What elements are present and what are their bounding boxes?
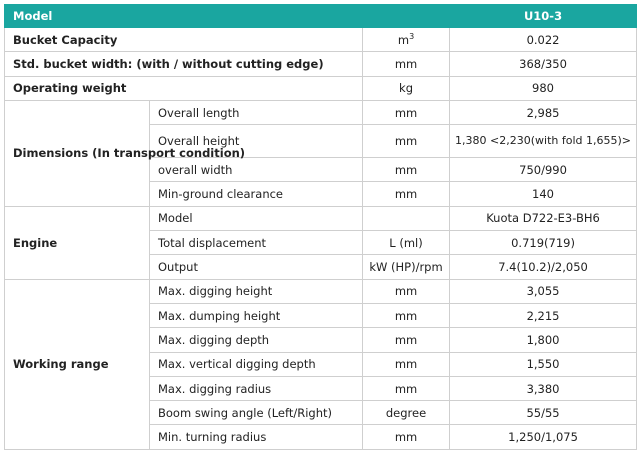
row-unit [363, 206, 450, 230]
row-label: Max. digging depth [150, 328, 363, 352]
row-label: Std. bucket width: (with / without cutting edge) [5, 52, 363, 76]
row-value: 2,985 [450, 100, 637, 124]
row-unit: mm [363, 352, 450, 376]
row-value: 140 [450, 182, 637, 206]
spec-table [4, 4, 637, 450]
row-unit [363, 28, 450, 52]
row-value: 368/350 [450, 52, 637, 76]
row-value: 1,800 [450, 328, 637, 352]
group-label-working-range: Working range [5, 279, 150, 449]
row-label: Bucket Capacity [5, 28, 363, 52]
row-unit: mm [363, 100, 450, 124]
row-value: 1,250/1,075 [450, 425, 637, 449]
row-value: 3,380 [450, 376, 637, 400]
row-label: Boom swing angle (Left/Right) [150, 401, 363, 425]
row-unit: kW (HP)/rpm [363, 255, 450, 279]
row-value: 0.719(719) [450, 231, 637, 255]
row-label: Overall length [150, 100, 363, 124]
model-value-header: U10-3 [450, 5, 637, 28]
model-header: Model [5, 5, 450, 28]
row-value: 1,550 [450, 352, 637, 376]
row-unit: mm [363, 376, 450, 400]
row-label: Max. digging height [150, 279, 363, 303]
row-value: 2,215 [450, 303, 637, 327]
row-value: 750/990 [450, 158, 637, 182]
row-unit: mm [363, 303, 450, 327]
group-label-engine: Engine [5, 206, 150, 279]
row-label: Max. digging radius [150, 376, 363, 400]
row-value: 3,055 [450, 279, 637, 303]
row-unit: mm [363, 125, 450, 158]
row-value: 7.4(10.2)/2,050 [450, 255, 637, 279]
header-row [5, 5, 637, 28]
unit-superscript: 3 [409, 31, 415, 41]
row-unit: degree [363, 401, 450, 425]
row-label: Max. vertical digging depth [150, 352, 363, 376]
row-label: Min. turning radius [150, 425, 363, 449]
group-label-dimensions: Dimensions (In transport condition) [5, 100, 150, 206]
table-row [5, 28, 637, 52]
row-value: 55/55 [450, 401, 637, 425]
row-unit: mm [363, 328, 450, 352]
table-row [5, 76, 637, 100]
row-unit: mm [363, 182, 450, 206]
row-label: Overall height [150, 125, 363, 158]
row-value: Kuota D722-E3-BH6 [450, 206, 637, 230]
row-label: Output [150, 255, 363, 279]
row-unit: mm [363, 279, 450, 303]
row-unit: kg [363, 76, 450, 100]
row-label: Model [150, 206, 363, 230]
row-value: 1,380 <2,230(with fold 1,655)> [450, 125, 637, 158]
row-label: Operating weight [5, 76, 363, 100]
row-label: overall width [150, 158, 363, 182]
row-value: 980 [450, 76, 637, 100]
row-label: Total displacement [150, 231, 363, 255]
row-value: 0.022 [450, 28, 637, 52]
row-unit: mm [363, 158, 450, 182]
unit-base: m [397, 32, 410, 47]
row-unit: L (ml) [363, 231, 450, 255]
table-row [5, 279, 637, 303]
row-unit: mm [363, 425, 450, 449]
row-unit: mm [363, 52, 450, 76]
row-label: Max. dumping height [150, 303, 363, 327]
table-row [5, 206, 637, 230]
table-row [5, 100, 637, 124]
row-label: Min-ground clearance [150, 182, 363, 206]
table-row [5, 52, 637, 76]
